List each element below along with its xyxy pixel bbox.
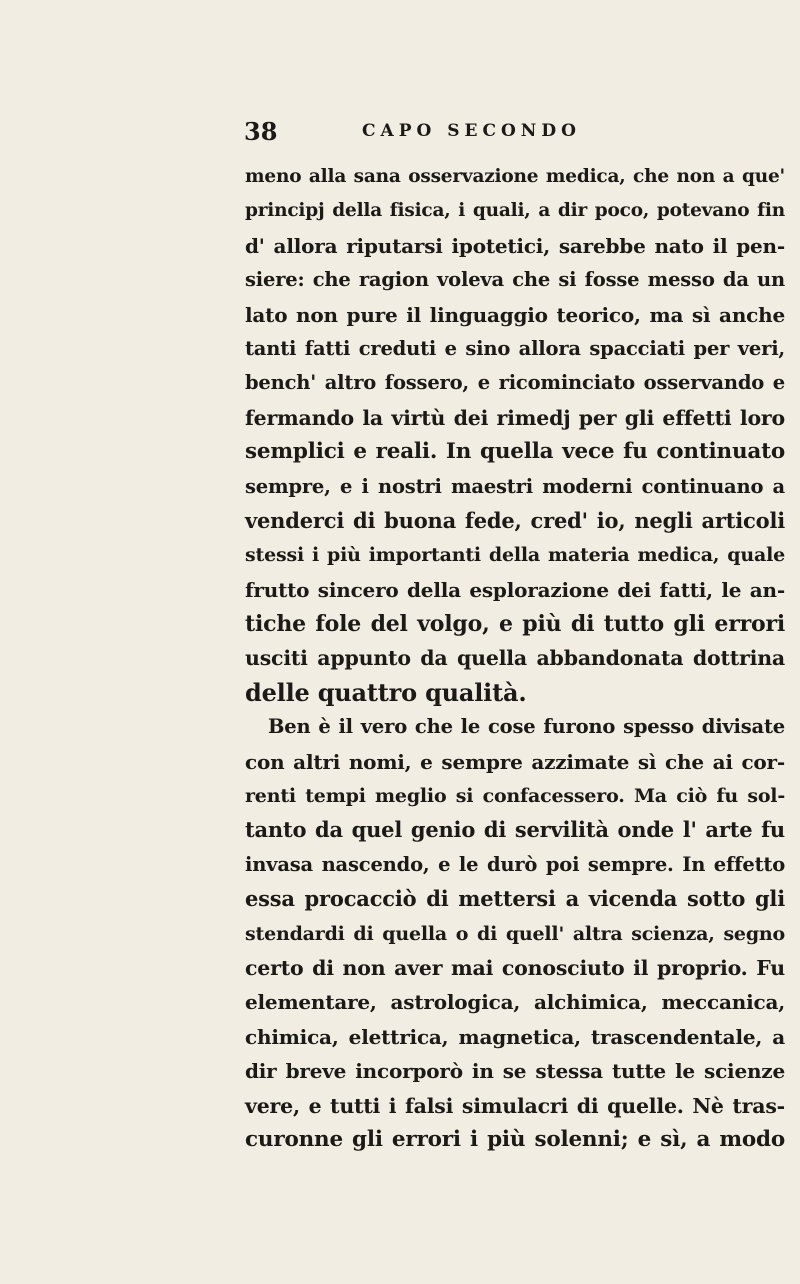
text-line: stessi i più importanti della materia medica, quale xyxy=(245,544,785,567)
text-line: venderci di buona fede, cred' io, negli articoli xyxy=(245,507,785,533)
text-line: stendardi di quella o di quell' altra scienza, segno xyxy=(245,922,785,945)
text-line: chimica, elettrica, magnetica, trascendentale, a xyxy=(245,1024,785,1049)
running-head xyxy=(244,117,764,149)
running-title: CAPO SECONDO xyxy=(362,121,581,141)
text-line: usciti appunto da quella abbandonata dottrina xyxy=(245,646,785,671)
text-line: lato non pure il linguaggio teorico, ma sì anche xyxy=(245,302,785,327)
text-line: tiche fole del volgo, e più di tutto gli errori xyxy=(245,611,785,638)
text-line: delle quattro qualità. xyxy=(245,677,527,707)
text-line: Ben è il vero che le cose furono spesso divisate xyxy=(268,715,785,739)
text-line: tanto da quel genio di servilità onde l' arte fu xyxy=(245,817,785,843)
text-line: bench' altro fossero, e ricominciato osservando e xyxy=(245,371,785,395)
text-line: vere, e tutti i falsi simulacri di quelle. Nè tras- xyxy=(245,1093,785,1118)
text-line: tanti fatti creduti e sino allora spacciati per veri, xyxy=(245,336,785,360)
text-line: principj della fisica, i quali, a dir poco, potevano fin xyxy=(245,200,785,222)
text-line: meno alla sana osservazione medica, che non a que' xyxy=(245,166,785,187)
text-line: dir breve incorporò in se stessa tutte le scienze xyxy=(245,1059,785,1084)
text-line: frutto sincero della esplorazione dei fatti, le an- xyxy=(245,577,785,602)
text-line: fermando la virtù dei rimedj per gli effetti loro xyxy=(245,405,785,430)
text-line: siere: che ragion voleva che si fosse messo da un xyxy=(245,268,785,292)
text-line: con altri nomi, e sempre azzimate sì che ai cor- xyxy=(245,749,785,774)
text-line: semplici e reali. In quella vece fu continuato xyxy=(245,439,785,465)
text-line: curonne gli errori i più solenni; e sì, a modo xyxy=(245,1126,785,1152)
page-number: 38 xyxy=(244,117,278,146)
text-line: elementare, astrologica, alchimica, meccanica, xyxy=(245,990,785,1015)
text-line: d' allora riputarsi ipotetici, sarebbe nato il pen- xyxy=(245,233,785,258)
text-line: certo di non aver mai conosciuto il proprio. Fu xyxy=(245,955,785,980)
text-line: sempre, e i nostri maestri moderni continuano a xyxy=(245,474,785,498)
paragraph-2 xyxy=(245,710,785,1157)
text-line: essa procacciò di mettersi a vicenda sotto gli xyxy=(245,886,785,912)
body-text xyxy=(245,160,785,1157)
paragraph-1 xyxy=(245,160,785,710)
text-line: invasa nascendo, e le durò poi sempre. In effetto xyxy=(245,852,785,876)
text-line: renti tempi meglio si confacessero. Ma ciò fu sol- xyxy=(245,785,785,808)
